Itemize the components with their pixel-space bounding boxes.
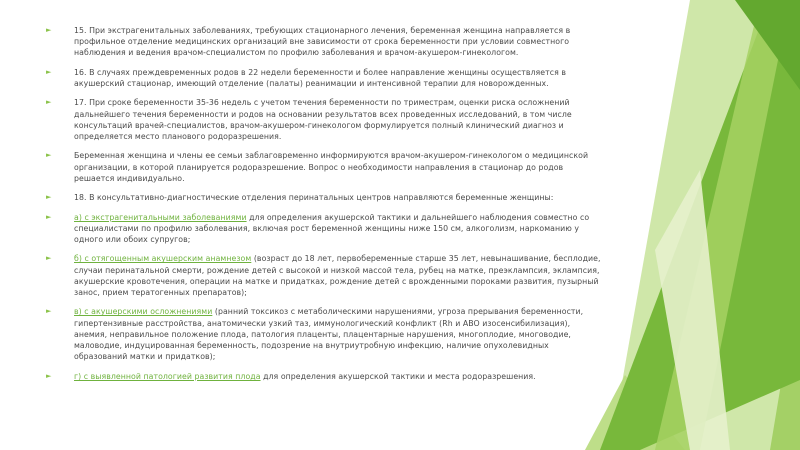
paragraph-18 — [46, 192, 601, 203]
paragraph-text: (ранний токсикоз с метаболическими нарушениями, угроза прерывания беременности, гипертензивные расстройства, анатомически узкий таз, иммунологический конфликт (Rh и ABO изосенсибилизация), анемия, неправильное положение плода, патология плаценты, плацентарные нарушения, многоплодие, многоводие, маловодие, индуцированная беременность, подозрение на внутриутробную инфекцию, наличие опухолевидных образований матки и придатков); — [74, 307, 584, 362]
paragraph-item-b — [46, 253, 601, 298]
bullet-icon: ► — [46, 371, 52, 380]
paragraph-item-a — [46, 212, 601, 246]
bullet-icon: ► — [46, 67, 52, 76]
slide-text-body — [46, 25, 601, 390]
bullet-icon: ► — [46, 26, 52, 34]
paragraph-17 — [46, 97, 601, 142]
bullet-icon: ► — [46, 98, 52, 107]
highlight-link[interactable]: б) с отягощенным акушерским анамнезом — [74, 254, 252, 264]
highlight-link[interactable]: а) с экстрагенитальными заболеваниями — [74, 212, 247, 222]
bullet-icon: ► — [46, 307, 52, 316]
paragraph-text: 18. В консультативно-диагностические отделения перинатальных центров направляются беременные женщины: — [74, 193, 554, 203]
paragraph-text: 16. В случаях преждевременных родов в 22 недели беременности и более направление женщины осуществляется в акушерский стационар, имеющий отделение (палаты) реанимации и интенсивной терапии для новорожденных. — [74, 67, 566, 88]
bullet-icon: ► — [46, 212, 52, 221]
paragraph-16 — [46, 67, 601, 89]
highlight-link[interactable]: г) с выявленной патологией развития плода — [74, 371, 261, 381]
highlight-link[interactable]: в) с акушерскими осложнениями — [74, 307, 213, 317]
paragraph-15 — [46, 25, 601, 59]
paragraph-text: для определения акушерской тактики и дальнейшего наблюдения совместно со специалистами по профилю заболевания, включая рост беременной женщины ниже 150 см, алкоголизм, наркоманию у одного или обоих супругов; — [74, 212, 590, 244]
paragraph-text: 15. При экстрагенитальных заболеваниях, требующих стационарного лечения, беременная женщина направляется в профильное отделение медицинских организаций вне зависимости от срока беременности при условии совместного наблюдения и ведения врачом-специалистом по профилю заболевания и врачом-акушером-гинекологом. — [74, 26, 571, 58]
bullet-icon: ► — [46, 193, 52, 202]
paragraph-item-d — [46, 371, 601, 382]
bullet-icon: ► — [46, 254, 52, 263]
paragraph-text: 17. При сроке беременности 35-36 недель с учетом течения беременности по триместрам, оценки риска осложнений дальнейшего течения беременности и родов на основании результатов всех проведенных исследований, в том числе консультаций врачей-специалистов, врачом-акушером-гинекологом формулируется полный клинический диагноз и определяется место планового родоразрешения. — [74, 98, 572, 141]
paragraph-text: Беременная женщина и члены ее семьи заблаговременно информируются врачом-акушером-гинекологом о медицинской организации, в которой планируется родоразрешение. Вопрос о необходимости направления в стационар до родов решается индивидуально. — [74, 151, 589, 183]
paragraph-text: (возраст до 18 лет, первобеременные старше 35 лет, невынашивание, бесплодие, случаи перинатальной смерти, рождение детей с высокой и низкой массой тела, рубец на матке, преэклампсия, эклампсия, акушерские кровотечения, операции на матке и придатках, рождение детей с врожденными пороками развития, пузырный занос, прием тератогенных препаратов); — [74, 254, 601, 297]
paragraph-item-c — [46, 306, 601, 362]
paragraph-text: для определения акушерской тактики и места родоразрешения. — [260, 371, 536, 381]
paragraph-family-info — [46, 150, 601, 184]
bullet-icon: ► — [46, 151, 52, 160]
